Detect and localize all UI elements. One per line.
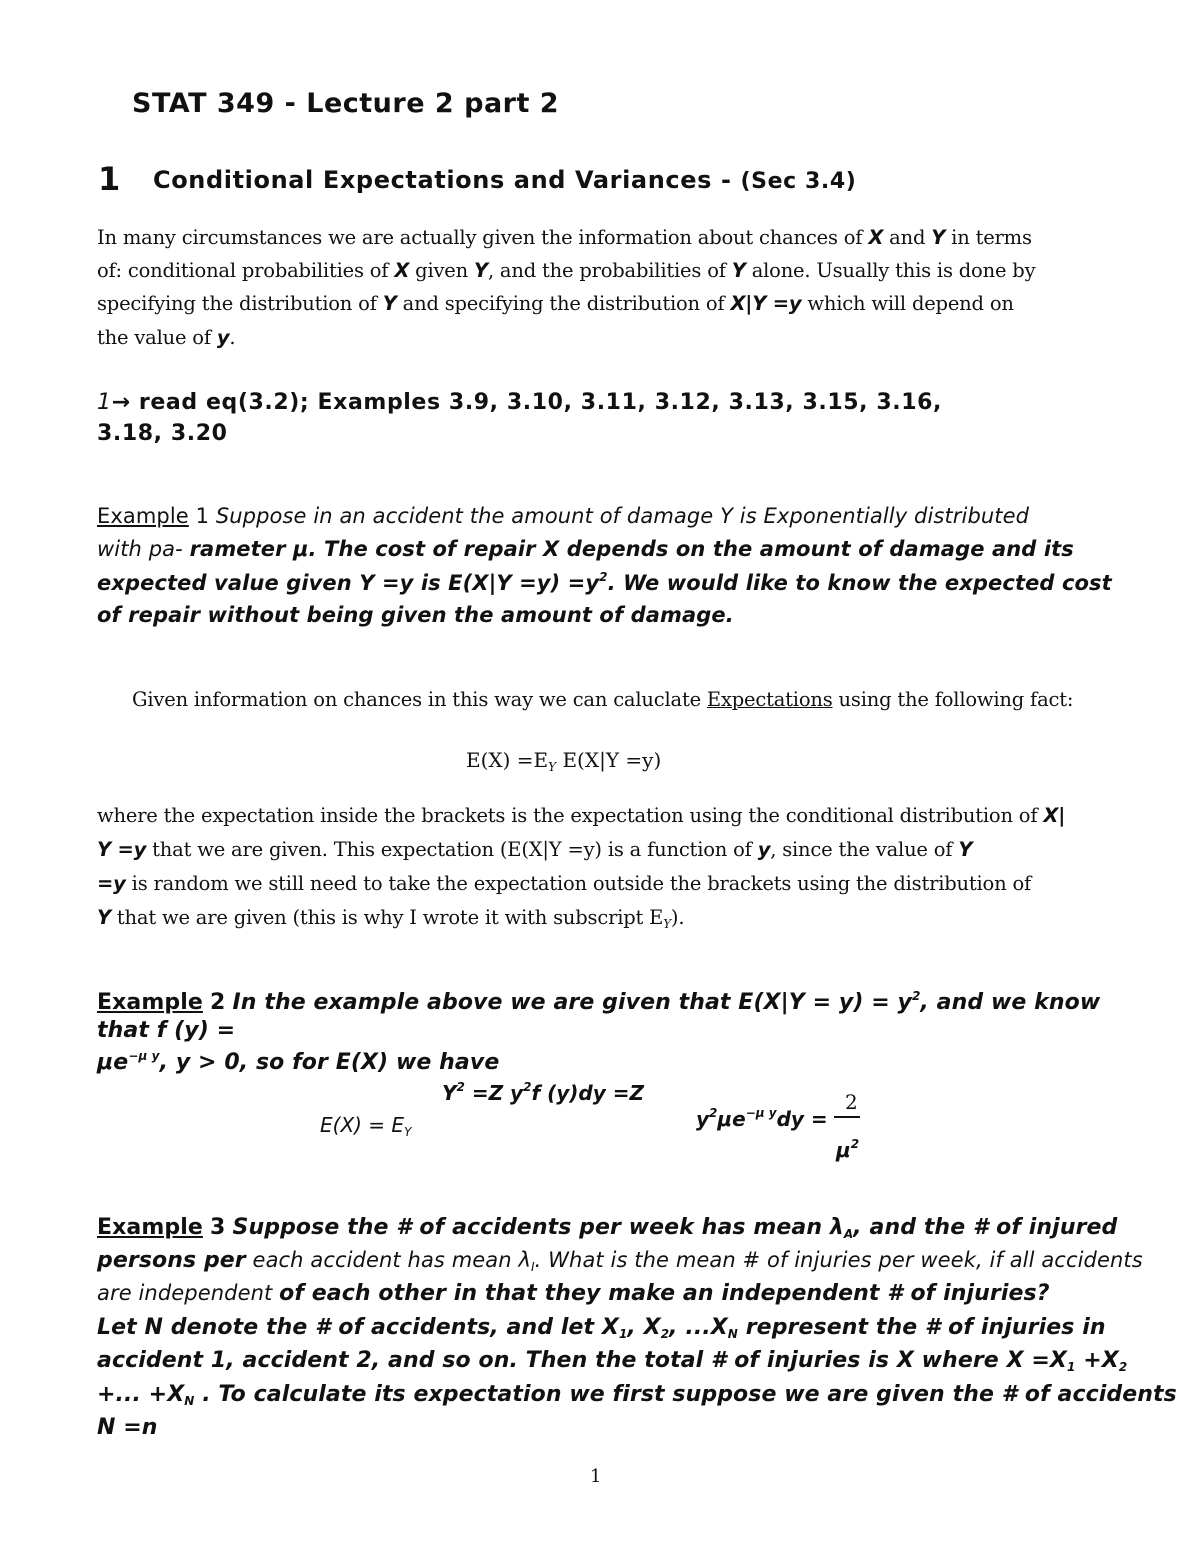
- example1-line-1: [97, 504, 1029, 528]
- example1-line-2: [97, 537, 1074, 561]
- reading-line-1: [97, 390, 942, 415]
- example-text: . We would like to know the expected cost: [607, 571, 1112, 595]
- math-var: Y: [382, 292, 397, 315]
- subscript: 2: [660, 1327, 670, 1341]
- example-label: Example: [97, 1215, 203, 1240]
- subscript: Y: [404, 1125, 412, 1139]
- section-number: 1: [98, 160, 121, 198]
- example-text: accident 1, accident 2, and so on. Then the total # of injuries is X where X =X: [97, 1348, 1067, 1373]
- example-text: with pa-: [97, 537, 183, 561]
- subscript: N: [727, 1327, 738, 1341]
- math-var: y: [216, 326, 230, 349]
- expectations-link: Expectations: [706, 688, 833, 711]
- example1-line-4: of repair without being given the amount of damage.: [97, 603, 734, 627]
- example-text: , X: [627, 1315, 661, 1340]
- eq-part: μe: [717, 1107, 746, 1131]
- superscript: 2: [523, 1080, 532, 1094]
- math-var: X: [394, 259, 410, 282]
- example-text: Let N denote the # of accidents, and let X: [97, 1315, 619, 1340]
- intro-text: In many circumstances we are actually given the information about chances of: [97, 226, 863, 249]
- example-text: rameter μ. The cost of repair X depends on the amount of damage and its: [189, 537, 1074, 561]
- example-text: persons per: [97, 1248, 246, 1273]
- example3-line-1: [97, 1215, 1117, 1241]
- math-expr: X|Y =y: [730, 292, 802, 315]
- math-var: Y: [731, 259, 746, 282]
- intro-line-2: [97, 259, 1035, 282]
- subscript: 2: [1118, 1360, 1128, 1374]
- equation-rhs: E(X|Y =y): [562, 748, 662, 772]
- eq-part: =Z y: [471, 1081, 524, 1105]
- intro-text: in terms: [951, 226, 1032, 249]
- example2-eq-right: [696, 1106, 828, 1131]
- explain-text: is random we still need to take the expectation outside the brackets using the distribution of: [131, 872, 1032, 895]
- example-text: , ...X: [669, 1315, 728, 1340]
- example-text: , y > 0, so for E(X) we have: [159, 1050, 500, 1075]
- intro-text: .: [229, 326, 236, 349]
- example-text: , and the # of injured: [853, 1215, 1118, 1240]
- eq-part: E(X) = E: [320, 1113, 405, 1137]
- example-text: Suppose in an accident the amount of damage Y is Exponentially distributed: [215, 504, 1030, 528]
- section-title: [153, 166, 856, 194]
- intro-text: , and the probabilities of: [487, 259, 726, 282]
- section-title-text: Conditional Expectations and Variances -: [153, 166, 732, 194]
- fraction-denominator: [836, 1137, 859, 1162]
- example3-line-3: [97, 1281, 1050, 1306]
- intro-text: and: [889, 226, 926, 249]
- explain-line-1: [97, 804, 1065, 827]
- example-text: μe: [97, 1050, 129, 1075]
- intro-text: specifying the distribution of: [97, 292, 377, 315]
- main-equation: [466, 748, 661, 774]
- example-text: +... +X: [97, 1382, 185, 1407]
- fraction-bar: [834, 1116, 860, 1118]
- reading-number: 1: [97, 390, 112, 415]
- example2-line-3: [97, 1049, 499, 1075]
- subscript: Y: [663, 917, 671, 931]
- eq-part: Y: [442, 1081, 457, 1105]
- example-label: Example: [97, 504, 189, 528]
- explain-line-3: [97, 872, 1031, 895]
- math-expr: =y: [97, 872, 126, 895]
- explain-text: , since the value of: [770, 838, 953, 861]
- superscript: −μ y: [128, 1049, 160, 1063]
- intro-text: given: [415, 259, 469, 282]
- intro-line-3: [97, 292, 1014, 315]
- subscript: A: [843, 1227, 854, 1241]
- example-text: . To calculate its expectation we first suppose we are given the # of accidents: [202, 1382, 1177, 1407]
- math-var: Y: [97, 906, 111, 929]
- explain-line-4: [97, 906, 684, 931]
- subscript: N: [184, 1394, 195, 1408]
- superscript: −μ y: [745, 1106, 777, 1120]
- intro-line-4: [97, 326, 235, 349]
- example2-eq-left: [320, 1113, 411, 1139]
- eq-part: y: [696, 1107, 710, 1131]
- example2-line-1: [97, 989, 1100, 1015]
- example-text: , and we know: [920, 990, 1101, 1015]
- superscript: 2: [911, 989, 921, 1003]
- math-var: X: [868, 226, 884, 249]
- eq-part: μ: [836, 1138, 851, 1162]
- intro-text: which will depend on: [807, 292, 1014, 315]
- example-number: 2: [210, 990, 226, 1015]
- intro-line-1: [97, 226, 1032, 249]
- math-var: Y: [931, 226, 946, 249]
- explain-line-2: [97, 838, 972, 861]
- reading-line-2: 3.18, 3.20: [97, 421, 228, 446]
- example-text: are independent: [97, 1281, 273, 1305]
- subscript: 1: [618, 1327, 628, 1341]
- example-number: 1: [195, 504, 210, 528]
- subscript: I: [530, 1260, 535, 1274]
- intro-text: and specifying the distribution of: [402, 292, 725, 315]
- eq-part: f (y)dy =Z: [531, 1081, 644, 1105]
- superscript: 2: [456, 1080, 465, 1094]
- math-var: X|: [1043, 804, 1066, 827]
- example-text: In the example above we are given that E(X|Y = y) = y: [232, 990, 912, 1015]
- document-title: STAT 349 - Lecture 2 part 2: [132, 88, 560, 119]
- example3-line-7: N =n: [97, 1415, 158, 1440]
- explain-text: ).: [670, 906, 685, 929]
- superscript: 2: [709, 1106, 718, 1120]
- given-text: Given information on chances in this way we can caluclate: [132, 688, 701, 711]
- subscript: Y: [548, 760, 557, 774]
- section-note: (Sec 3.4): [740, 169, 857, 194]
- explain-text: that we are given. This expectation (E(X|Y =y) is a function of: [152, 838, 752, 861]
- example-number: 3: [210, 1215, 226, 1240]
- example-text: represent the # of injuries in: [745, 1315, 1106, 1340]
- example3-line-5: [97, 1348, 1127, 1374]
- example-text: . What is the mean # of injuries per week, if all accidents: [534, 1248, 1143, 1272]
- intro-text: of: conditional probabilities of: [97, 259, 389, 282]
- given-line: [132, 688, 1073, 711]
- example-text: Suppose the # of accidents per week has mean λ: [232, 1215, 844, 1240]
- equation-lhs: E(X) =E: [466, 748, 549, 772]
- intro-text: the value of: [97, 326, 211, 349]
- example-text: expected value given Y =y is E(X|Y =y) =y: [97, 571, 600, 595]
- example2-line-2: that f (y) =: [97, 1018, 236, 1043]
- example-label: Example: [97, 990, 203, 1015]
- example3-line-4: [97, 1315, 1106, 1341]
- example-text: of each other in that they make an independent # of injuries?: [279, 1281, 1050, 1306]
- example-text: +X: [1083, 1348, 1119, 1373]
- example3-line-2: [97, 1248, 1143, 1274]
- example3-line-6: [97, 1382, 1177, 1408]
- superscript: 2: [599, 570, 608, 584]
- given-text: using the following fact:: [838, 688, 1074, 711]
- page-number: 1: [590, 1466, 602, 1487]
- math-var: Y: [474, 259, 488, 282]
- example2-eq-top: [442, 1080, 644, 1105]
- reading-text: read eq(3.2); Examples 3.9, 3.10, 3.11, 3.12, 3.13, 3.15, 3.16,: [138, 390, 943, 415]
- math-var: Y: [958, 838, 973, 861]
- intro-text: alone. Usually this is done by: [751, 259, 1036, 282]
- subscript: 1: [1067, 1360, 1076, 1374]
- fraction-numerator: 2: [845, 1090, 858, 1114]
- example-text: each accident has mean λ: [252, 1248, 531, 1272]
- math-var: y: [757, 838, 771, 861]
- eq-part: dy =: [776, 1107, 828, 1131]
- superscript: 2: [850, 1137, 860, 1151]
- explain-text: where the expectation inside the brackets is the expectation using the conditional distribution of: [97, 804, 1038, 827]
- arrow-icon: →: [111, 390, 131, 415]
- math-expr: Y =y: [97, 838, 147, 861]
- explain-text: that we are given (this is why I wrote it with subscript E: [116, 906, 664, 929]
- example1-line-3: [97, 570, 1112, 595]
